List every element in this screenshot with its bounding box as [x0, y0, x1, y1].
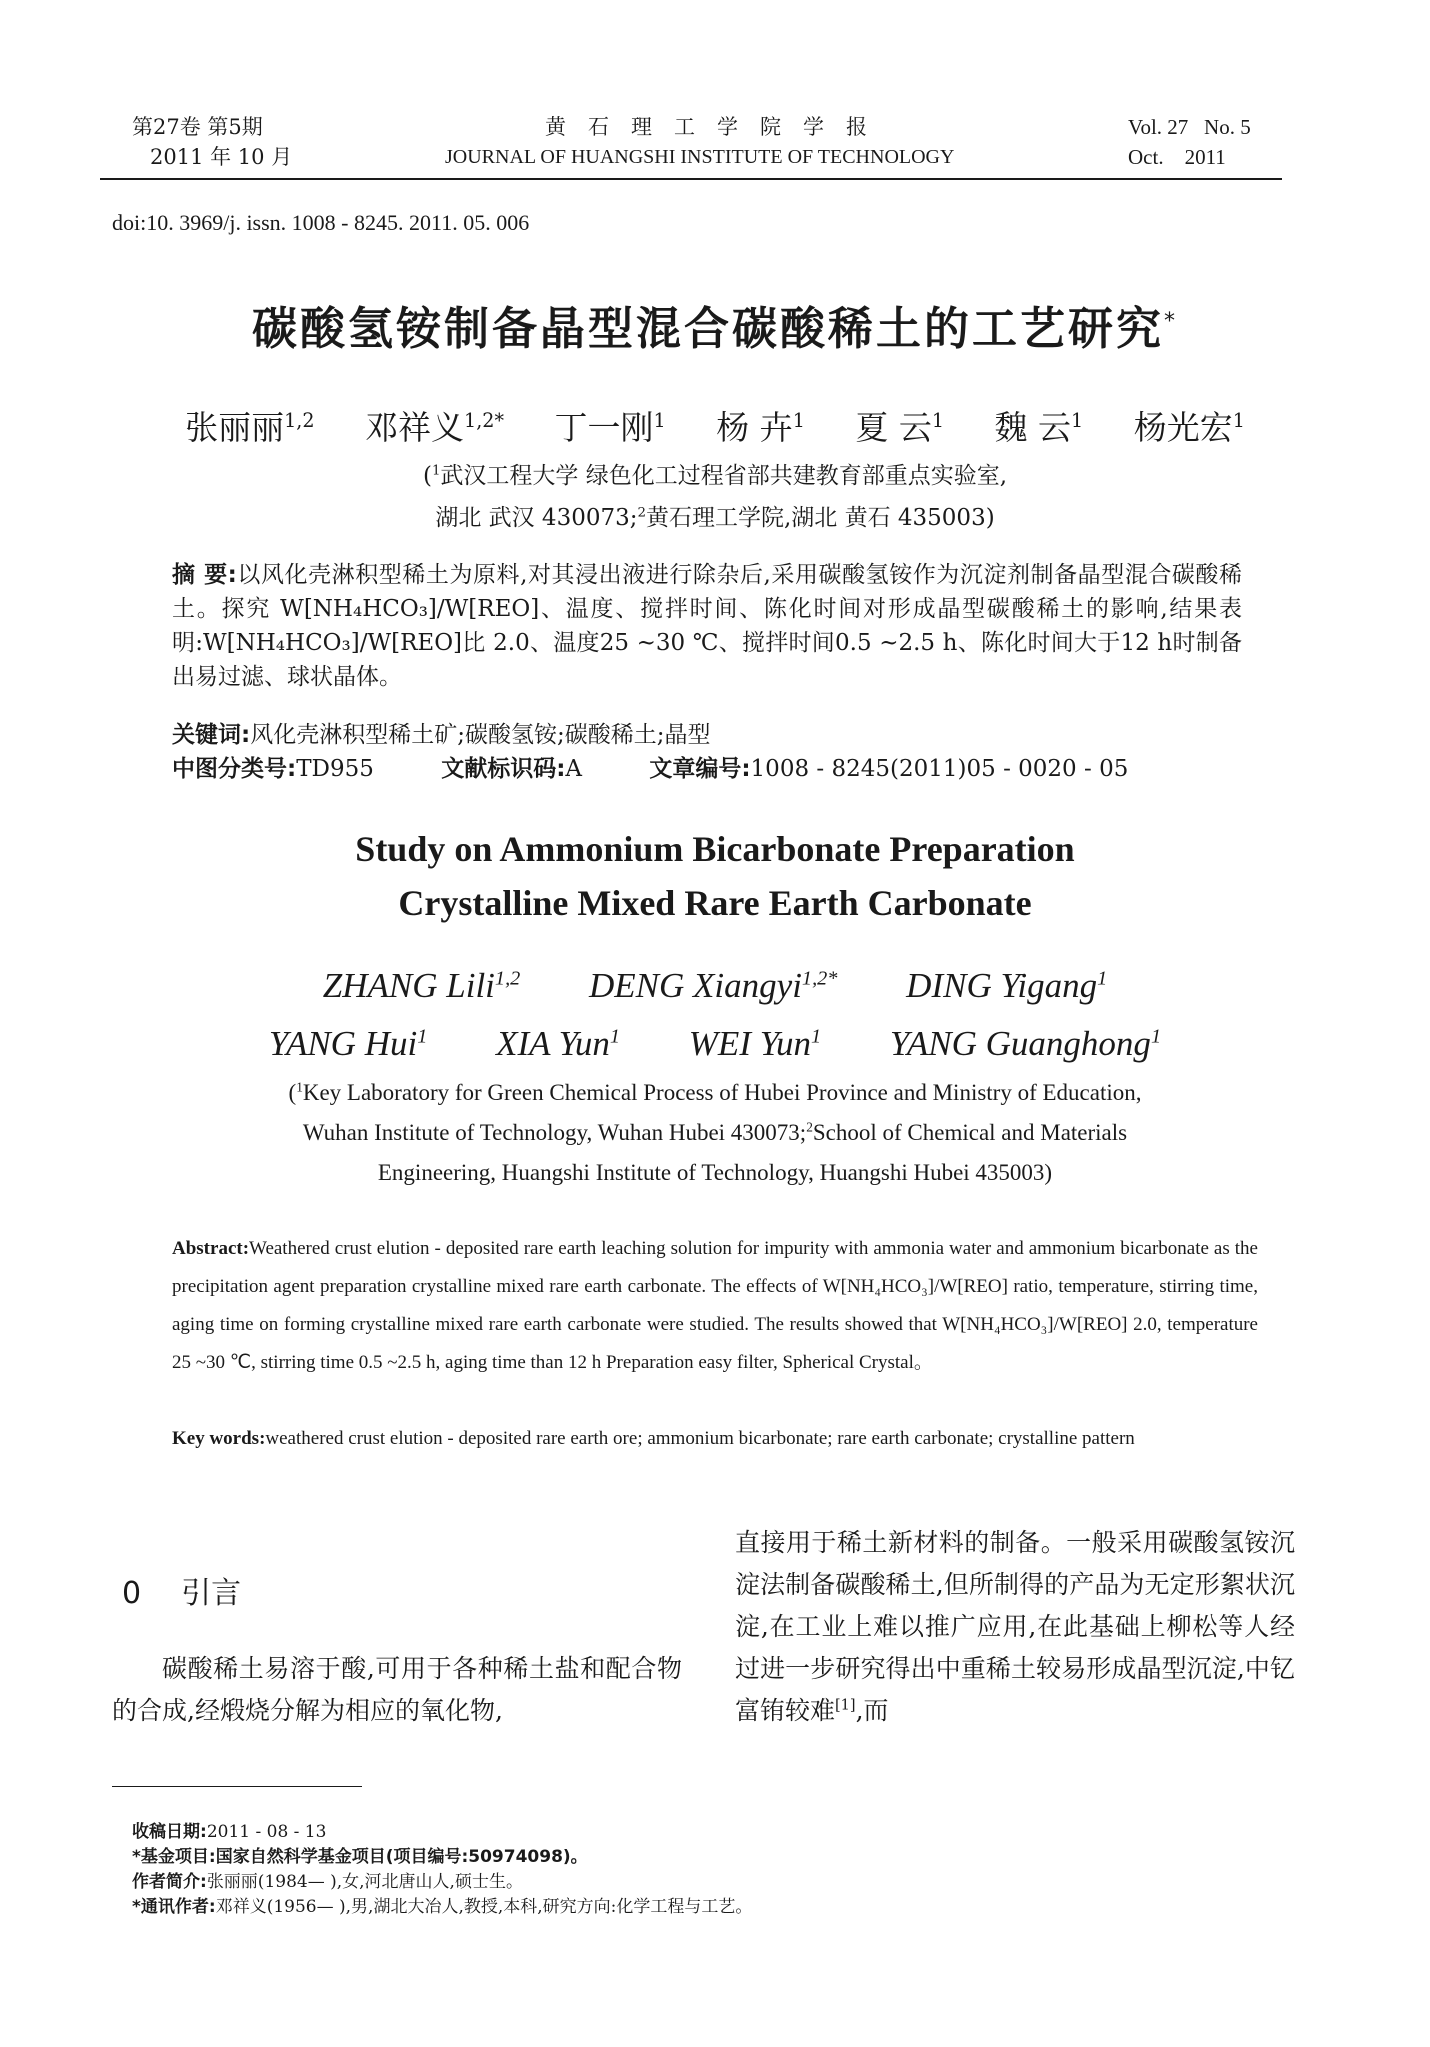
affiliation-cn-line1: ($^1$武汉工程大学 绿色化工过程省部共建教育部重点实验室, — [422, 463, 1008, 489]
keywords-en: Key words:weathered crust elution - deposited rare earth ore; ammonium bicarbonate; rare earth carbonate; crystalline pattern — [172, 1428, 1135, 1449]
author-en: YANG Guanghong$^1$ — [889, 1024, 1162, 1063]
header-volume: Vol. 27 No. 5 — [1128, 115, 1251, 139]
keywords-cn: 关键词:风化壳淋积型稀土矿;碳酸氢铵;碳酸稀土;晶型 — [172, 722, 711, 748]
title-en-line2: Crystalline Mixed Rare Earth Carbonate — [398, 883, 1032, 923]
header-month: Oct. 2011 — [1128, 145, 1226, 169]
header-journal-en: JOURNAL OF HUANGSHI INSTITUTE OF TECHNOLOGY — [445, 146, 955, 168]
authors-en-row1 — [0, 966, 1430, 1006]
author-en: DING Yigang$^1$ — [906, 966, 1108, 1005]
author-en: WEI Yun$^1$ — [688, 1024, 822, 1063]
affiliation-en-line3: Engineering, Huangshi Institute of Technology, Huangshi Hubei 435003) — [377, 1160, 1053, 1185]
author-cn: 夏 云$^1$ — [855, 408, 945, 447]
author-en: DENG Xiangyi$^{1,2*}$ — [589, 966, 838, 1005]
title-en-line1: Study on Ammonium Bicarbonate Preparation — [355, 829, 1075, 869]
author-cn: 杨光宏$^1$ — [1133, 408, 1245, 447]
affiliation-cn-line2: 湖北 武汉 430073;$^2$黄石理工学院,湖北 黄石 435003) — [435, 505, 995, 531]
author-en: ZHANG Lili$^{1,2}$ — [322, 966, 521, 1005]
footnote-received: 收稿日期:2011 - 08 - 13 — [132, 1822, 327, 1842]
footnote-rule — [112, 1786, 362, 1787]
author-cn: 张丽丽$^{1,2}$ — [185, 408, 315, 447]
title-cn: 碳酸氢铵制备晶型混合碳酸稀土的工艺研究* — [251, 302, 1178, 355]
author-cn: 魏 云$^1$ — [994, 408, 1084, 447]
header-date: 2011 年 10 月 — [150, 145, 293, 169]
header-issue: 第27卷 第5期 — [132, 115, 263, 139]
header-journal-cn: 黄石理工学院学报 — [545, 115, 889, 139]
body-right-column: 直接用于稀土新材料的制备。一般采用碳酸氢铵沉淀法制备碳酸稀土,但所制得的产品为无定形絮状沉淀,在工业上难以推广应用,在此基础上柳松等人经过进一步研究得出中重稀土较易形成晶型沉淀,中钇富铕较难[1],而 — [735, 1528, 1295, 1725]
author-cn: 邓祥义$^{1,2*}$ — [365, 408, 505, 447]
author-cn: 杨 卉$^1$ — [716, 408, 805, 447]
footnote-fund: *基金项目:国家自然科学基金项目(项目编号:50974098)。 — [132, 1847, 588, 1867]
affiliation-en-line1: ($^1$Key Laboratory for Green Chemical Process of Hubei Province and Ministry of Education, — [288, 1079, 1142, 1105]
body-left-column: 碳酸稀土易溶于酸,可用于各种稀土盐和配合物的合成,经煅烧分解为相应的氧化物, — [112, 1654, 682, 1725]
doi: doi:10. 3969/j. issn. 1008 - 8245. 2011. 05. 006 — [112, 210, 530, 235]
section-heading: 0 引言 — [122, 1576, 242, 1611]
author-cn: 丁一刚$^1$ — [554, 408, 666, 447]
abstract-cn: 摘 要:以风化壳淋积型稀土为原料,对其浸出液进行除杂后,采用碳酸氢铵作为沉淀剂制备晶型混合碳酸稀土。探究 W[NH₄HCO₃]/W[REO]、温度、搅拌时间、陈化时间对形成晶型碳酸稀土的影响,结果表明:W[NH₄HCO₃]/W[REO]比 2.0、温度25 ~30 ℃、搅拌时间0.5 ~2.5 h、陈化时间大于12 h时制备出易过滤、球状晶体。 — [172, 562, 1242, 690]
author-en: XIA Yun$^1$ — [496, 1024, 621, 1063]
author-en: YANG Hui$^1$ — [268, 1024, 428, 1063]
authors-cn — [0, 402, 1430, 449]
authors-en-row2 — [0, 1024, 1430, 1064]
affiliation-en-line2: Wuhan Institute of Technology, Wuhan Hubei 430073;$^2$School of Chemical and Materials — [302, 1119, 1128, 1145]
header-rule — [100, 178, 1282, 180]
footnote-corresponding: *通讯作者:邓祥义(1956— ),男,湖北大冶人,教授,本科,研究方向:化学工程与工艺。 — [132, 1897, 753, 1917]
footnote-author: 作者简介:张丽丽(1984— ),女,河北唐山人,硕士生。 — [132, 1872, 523, 1892]
abstract-en: Abstract:Weathered crust elution - deposited rare earth leaching solution for impurity with ammonia water and ammonium bicarbonate as the precipitation agent preparation crystalline mixed rare earth carbonate. The effects of W[NH₄HCO₃]/W[REO] ratio, temperature, stirring time, aging time on forming crystalline mixed rare earth carbonate were studied. The results showed that W[NH₄HCO₃]/W[REO] 2.0, temperature 25 ~30 ℃, stirring time 0.5 ~2.5 h, aging time than 12 h Preparation easy filter, Spherical Crystal。 — [172, 1238, 1258, 1373]
classification-line: 中图分类号:TD955 文献标识码:A 文章编号:1008 - 8245(2011)05 - 0020 - 05 — [172, 756, 1129, 782]
